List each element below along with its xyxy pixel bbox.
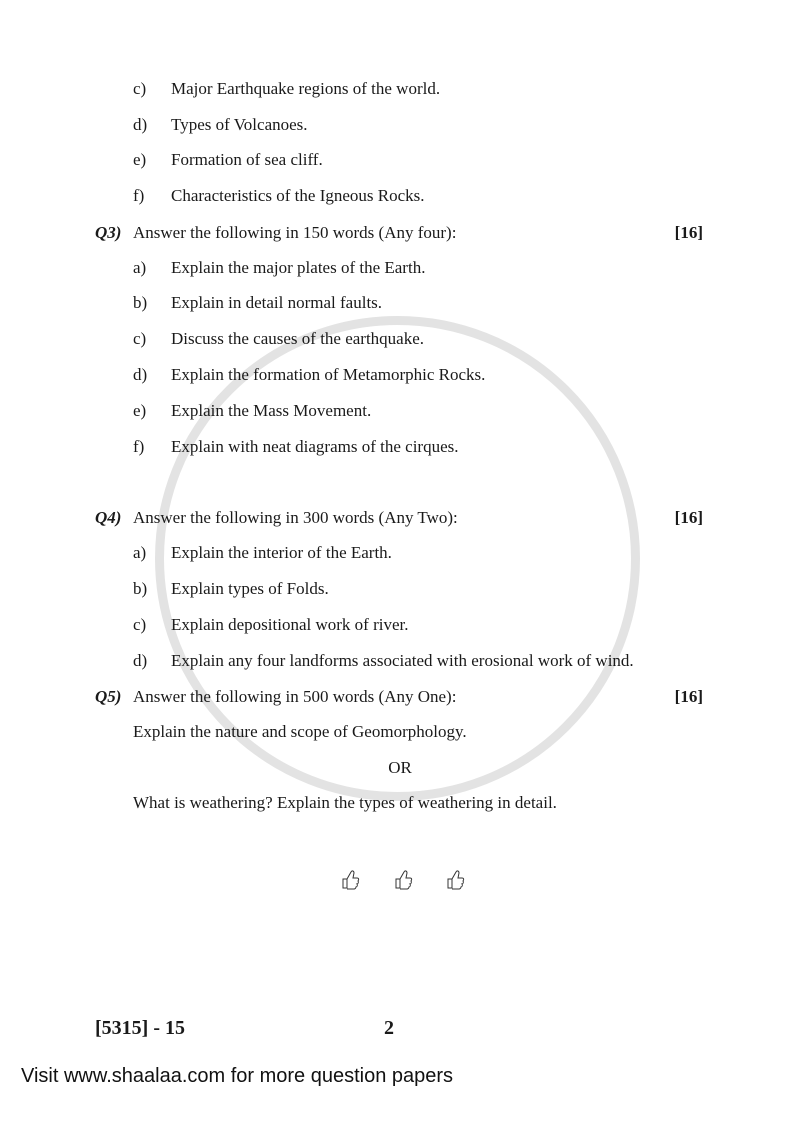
item-label: c) (133, 329, 147, 348)
item-label: a) (133, 258, 147, 277)
q4-marks: [16] (674, 508, 703, 527)
item-label: f) (133, 186, 145, 205)
item-label: c) (133, 615, 147, 634)
q3-prompt: Answer the following in 150 words (Any four): (133, 223, 457, 242)
item-label: d) (133, 115, 148, 134)
item-text: Types of Volcanoes. (171, 115, 308, 134)
q5-marks: [16] (674, 687, 703, 706)
item-text: Explain in detail normal faults. (171, 293, 383, 312)
q5-option-2: What is weathering? Explain the types of weathering in detail. (133, 793, 557, 812)
q4-number: Q4) (95, 508, 122, 527)
item-label: d) (133, 651, 148, 670)
item-label: b) (133, 293, 148, 312)
item-text: Explain depositional work of river. (171, 615, 409, 634)
item-text: Explain the Mass Movement. (171, 401, 372, 420)
item-text: Explain types of Folds. (171, 579, 329, 598)
item-text: Discuss the causes of the earthquake. (171, 329, 425, 348)
item-label: f) (133, 437, 145, 456)
q3-number: Q3) (95, 223, 122, 242)
item-label: e) (133, 401, 147, 420)
q5-prompt: Answer the following in 500 words (Any One): (133, 687, 457, 706)
item-text: Explain the formation of Metamorphic Rocks. (171, 365, 486, 384)
item-label: c) (133, 79, 147, 98)
q5-option-1: Explain the nature and scope of Geomorphology. (133, 722, 467, 741)
end-of-paper-marks (340, 868, 465, 890)
thumbs-up-icon (445, 868, 465, 890)
thumbs-up-icon (393, 868, 413, 890)
visit-banner: Visit www.shaalaa.com for more question papers (21, 1065, 454, 1087)
item-text: Formation of sea cliff. (171, 150, 323, 169)
q3-marks: [16] (674, 223, 703, 242)
page-number: 2 (384, 1017, 394, 1039)
item-text: Explain the interior of the Earth. (171, 543, 392, 562)
q4-prompt: Answer the following in 300 words (Any Two): (133, 508, 458, 527)
item-text: Explain the major plates of the Earth. (171, 258, 426, 277)
thumbs-up-icon (340, 868, 360, 890)
item-label: a) (133, 543, 147, 562)
or-separator: OR (388, 758, 412, 777)
item-text: Explain with neat diagrams of the cirques. (171, 437, 459, 456)
item-text: Major Earthquake regions of the world. (171, 79, 441, 98)
item-text: Explain any four landforms associated with erosional work of wind. (171, 651, 634, 670)
q5-number: Q5) (95, 687, 122, 706)
item-label: b) (133, 579, 148, 598)
item-label: e) (133, 150, 147, 169)
item-label: d) (133, 365, 148, 384)
item-text: Characteristics of the Igneous Rocks. (171, 186, 425, 205)
paper-code: [5315] - 15 (95, 1017, 185, 1039)
